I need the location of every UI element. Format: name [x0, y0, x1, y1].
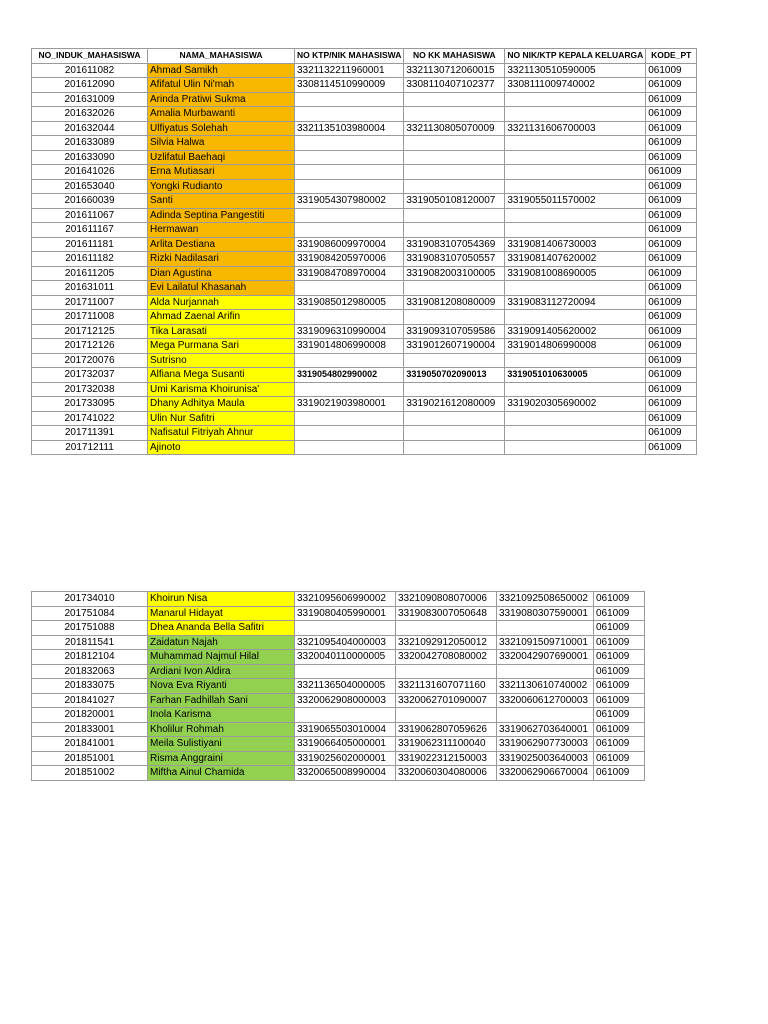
cell-nim[interactable]: 201611067 [32, 208, 148, 223]
cell-nama[interactable]: Yongki Rudianto [148, 179, 295, 194]
student-table-2 [31, 591, 645, 781]
cell-kode-pt[interactable]: 061009 [646, 194, 697, 209]
cell-kk[interactable]: 3321130712060015 [404, 63, 505, 78]
cell-nim[interactable]: 201711008 [32, 310, 148, 325]
header-nik-kk[interactable]: NO NIK/KTP KEPALA KELUARGA [505, 49, 646, 64]
cell-ktp[interactable] [295, 664, 396, 679]
cell-kode-pt[interactable]: 061009 [594, 592, 645, 607]
cell-kode-pt[interactable]: 061009 [646, 324, 697, 339]
cell-kode-pt[interactable]: 061009 [646, 165, 697, 180]
cell-kk[interactable]: 3308110407102377 [404, 78, 505, 93]
cell-nama[interactable]: Dhany Adhitya Maula [148, 397, 295, 412]
table-row [32, 766, 645, 781]
table-body-1 [32, 63, 697, 455]
cell-kk[interactable] [404, 223, 505, 238]
cell-ktp[interactable]: 3319084708970004 [295, 266, 404, 281]
cell-nim[interactable]: 201732037 [32, 368, 148, 383]
table-row [32, 136, 697, 151]
cell-kode-pt[interactable]: 061009 [646, 179, 697, 194]
cell-kk[interactable]: 3319093107059586 [404, 324, 505, 339]
cell-ktp[interactable]: 3321136504000005 [295, 679, 396, 694]
cell-kk[interactable]: 3319083007050648 [396, 606, 497, 621]
cell-nik-kk[interactable] [505, 411, 646, 426]
cell-nim[interactable]: 201751088 [32, 621, 148, 636]
table-row [32, 722, 645, 737]
table-row [32, 650, 645, 665]
table-row [32, 353, 697, 368]
cell-ktp[interactable] [295, 426, 404, 441]
cell-kode-pt[interactable]: 061009 [646, 281, 697, 296]
cell-nik-kk[interactable]: 3308111009740002 [505, 78, 646, 93]
table-row [32, 382, 697, 397]
cell-nama[interactable]: Alda Nurjannah [148, 295, 295, 310]
cell-kode-pt[interactable]: 061009 [646, 208, 697, 223]
table-row [32, 252, 697, 267]
cell-nim[interactable]: 201832063 [32, 664, 148, 679]
cell-nik-kk[interactable]: 3320062906670004 [497, 766, 594, 781]
cell-ktp[interactable]: 3319025602000001 [295, 751, 396, 766]
table-row [32, 121, 697, 136]
cell-nik-kk[interactable] [505, 165, 646, 180]
cell-ktp[interactable]: 3319085012980005 [295, 295, 404, 310]
cell-nim[interactable]: 201712111 [32, 440, 148, 455]
cell-nama[interactable]: Ahmad Samikh [148, 63, 295, 78]
cell-nama[interactable]: Santi [148, 194, 295, 209]
cell-ktp[interactable] [295, 136, 404, 151]
cell-nama[interactable]: Manarul Hidayat [148, 606, 295, 621]
table-row [32, 368, 697, 383]
cell-kode-pt[interactable]: 061009 [594, 635, 645, 650]
table-body-2 [32, 592, 645, 781]
cell-nama[interactable]: Arinda Pratiwi Sukma [148, 92, 295, 107]
cell-nik-kk[interactable]: 3319051010630005 [505, 368, 646, 383]
cell-kk[interactable]: 3319083107050557 [404, 252, 505, 267]
cell-nama[interactable]: Dhea Ananda Bella Safitri [148, 621, 295, 636]
cell-kode-pt[interactable]: 061009 [646, 397, 697, 412]
cell-nama[interactable]: Zaidatun Najah [148, 635, 295, 650]
cell-nim[interactable]: 201851001 [32, 751, 148, 766]
table-row [32, 339, 697, 354]
cell-kode-pt[interactable]: 061009 [646, 252, 697, 267]
cell-kk[interactable]: 3319081208080009 [404, 295, 505, 310]
cell-nik-kk[interactable]: 3319062703640001 [497, 722, 594, 737]
table-row [32, 708, 645, 723]
cell-nik-kk[interactable]: 3319081407620002 [505, 252, 646, 267]
cell-nim[interactable]: 201641026 [32, 165, 148, 180]
cell-kode-pt[interactable]: 061009 [594, 621, 645, 636]
table-row [32, 150, 697, 165]
cell-kk[interactable] [404, 353, 505, 368]
cell-ktp[interactable] [295, 621, 396, 636]
cell-kode-pt[interactable]: 061009 [646, 295, 697, 310]
cell-kk[interactable]: 3320062701090007 [396, 693, 497, 708]
cell-kode-pt[interactable]: 061009 [646, 136, 697, 151]
cell-ktp[interactable]: 3319096310990004 [295, 324, 404, 339]
cell-ktp[interactable]: 3320065008990004 [295, 766, 396, 781]
cell-nik-kk[interactable] [505, 310, 646, 325]
cell-kk[interactable] [404, 150, 505, 165]
cell-ktp[interactable]: 3320062908000003 [295, 693, 396, 708]
table-row [32, 592, 645, 607]
cell-kode-pt[interactable]: 061009 [646, 411, 697, 426]
cell-nim[interactable]: 201841027 [32, 693, 148, 708]
header-nama[interactable]: NAMA_MAHASISWA [148, 49, 295, 64]
header-kk[interactable]: NO KK MAHASISWA [404, 49, 505, 64]
cell-nik-kk[interactable]: 3321091509710001 [497, 635, 594, 650]
table-row [32, 426, 697, 441]
cell-kode-pt[interactable]: 061009 [594, 693, 645, 708]
cell-nim[interactable]: 201820001 [32, 708, 148, 723]
cell-nim[interactable]: 201611181 [32, 237, 148, 252]
header-row [32, 49, 697, 64]
cell-kk[interactable]: 3319082003100005 [404, 266, 505, 281]
cell-nim[interactable]: 201833001 [32, 722, 148, 737]
cell-nama[interactable]: Afifatul Ulin Ni'mah [148, 78, 295, 93]
cell-kode-pt[interactable]: 061009 [646, 223, 697, 238]
cell-nama[interactable]: Sutrisno [148, 353, 295, 368]
cell-nik-kk[interactable]: 3319091405620002 [505, 324, 646, 339]
header-nim[interactable]: NO_INDUK_MAHASISWA [32, 49, 148, 64]
cell-ktp[interactable]: 3319054802990002 [295, 368, 404, 383]
cell-kk[interactable]: 3320042708080002 [396, 650, 497, 665]
cell-kode-pt[interactable]: 061009 [646, 92, 697, 107]
cell-nama[interactable]: Risma Anggraini [148, 751, 295, 766]
table-row [32, 751, 645, 766]
cell-nik-kk[interactable]: 3321130510590005 [505, 63, 646, 78]
cell-nama[interactable]: Ajinoto [148, 440, 295, 455]
cell-ktp[interactable]: 3321095606990002 [295, 592, 396, 607]
cell-ktp[interactable]: 3320040110000005 [295, 650, 396, 665]
cell-nim[interactable]: 201611205 [32, 266, 148, 281]
cell-kk[interactable] [404, 165, 505, 180]
cell-kode-pt[interactable]: 061009 [594, 766, 645, 781]
cell-nik-kk[interactable]: 3319014806990008 [505, 339, 646, 354]
cell-nik-kk[interactable] [505, 426, 646, 441]
cell-kode-pt[interactable]: 061009 [594, 679, 645, 694]
cell-kode-pt[interactable]: 061009 [594, 650, 645, 665]
cell-nik-kk[interactable] [505, 223, 646, 238]
cell-kode-pt[interactable]: 061009 [646, 440, 697, 455]
table-row [32, 693, 645, 708]
table-row [32, 179, 697, 194]
cell-kode-pt[interactable]: 061009 [594, 708, 645, 723]
cell-kode-pt[interactable]: 061009 [646, 121, 697, 136]
cell-nim[interactable]: 201851002 [32, 766, 148, 781]
cell-ktp[interactable] [295, 310, 404, 325]
cell-kk[interactable]: 3320060304080006 [396, 766, 497, 781]
cell-kode-pt[interactable]: 061009 [594, 737, 645, 752]
cell-kk[interactable] [404, 179, 505, 194]
cell-kk[interactable] [404, 426, 505, 441]
cell-nim[interactable]: 201632026 [32, 107, 148, 122]
cell-kk[interactable] [404, 208, 505, 223]
table-row [32, 635, 645, 650]
table-row [32, 324, 697, 339]
table-row [32, 606, 645, 621]
cell-kk[interactable] [404, 92, 505, 107]
cell-kk[interactable]: 3319012607190004 [404, 339, 505, 354]
cell-nim[interactable]: 201733095 [32, 397, 148, 412]
cell-ktp[interactable] [295, 150, 404, 165]
cell-kk[interactable]: 3319050702090013 [404, 368, 505, 383]
cell-kode-pt[interactable]: 061009 [646, 107, 697, 122]
cell-nik-kk[interactable] [505, 179, 646, 194]
table-row [32, 208, 697, 223]
cell-nik-kk[interactable]: 3320060612700003 [497, 693, 594, 708]
cell-nik-kk[interactable]: 3319083112720094 [505, 295, 646, 310]
cell-kk[interactable]: 3321131607071160 [396, 679, 497, 694]
cell-kk[interactable]: 3319021612080009 [404, 397, 505, 412]
cell-nim[interactable]: 201734010 [32, 592, 148, 607]
cell-nik-kk[interactable] [497, 708, 594, 723]
cell-nama[interactable]: Silvia Halwa [148, 136, 295, 151]
cell-nik-kk[interactable]: 3319055011570002 [505, 194, 646, 209]
cell-ktp[interactable] [295, 708, 396, 723]
cell-nama[interactable]: Ulin Nur Safitri [148, 411, 295, 426]
cell-kk[interactable] [396, 708, 497, 723]
cell-ktp[interactable] [295, 208, 404, 223]
cell-nama[interactable]: Ardiani Ivon Aldira [148, 664, 295, 679]
table-row [32, 621, 645, 636]
cell-nama[interactable]: Mega Purmana Sari [148, 339, 295, 354]
cell-nim[interactable]: 201633089 [32, 136, 148, 151]
cell-nama[interactable]: Ulfiyatus Solehah [148, 121, 295, 136]
cell-nik-kk[interactable] [505, 281, 646, 296]
cell-nama[interactable]: Hermawan [148, 223, 295, 238]
student-table-1 [31, 48, 697, 455]
cell-nim[interactable]: 201711007 [32, 295, 148, 310]
table-row [32, 223, 697, 238]
cell-nim[interactable]: 201833075 [32, 679, 148, 694]
cell-nim[interactable]: 201631011 [32, 281, 148, 296]
table-row [32, 63, 697, 78]
cell-ktp[interactable] [295, 281, 404, 296]
cell-kode-pt[interactable]: 061009 [646, 63, 697, 78]
cell-kk[interactable] [404, 107, 505, 122]
cell-ktp[interactable] [295, 107, 404, 122]
cell-nama[interactable]: Evi Lailatul Khasanah [148, 281, 295, 296]
cell-nik-kk[interactable]: 3321092508650002 [497, 592, 594, 607]
header-kode-pt[interactable]: KODE_PT [646, 49, 697, 64]
table-row [32, 107, 697, 122]
cell-ktp[interactable]: 3321095404000003 [295, 635, 396, 650]
cell-nim[interactable]: 201660039 [32, 194, 148, 209]
cell-nama[interactable]: Farhan Fadhillah Sani [148, 693, 295, 708]
cell-nama[interactable]: Inola Karisma [148, 708, 295, 723]
cell-nama[interactable]: Kholilur Rohmah [148, 722, 295, 737]
header-ktp[interactable]: NO KTP/NIK MAHASISWA [295, 49, 404, 64]
cell-nama[interactable]: Nafisatul Fitriyah Ahnur [148, 426, 295, 441]
cell-ktp[interactable]: 3319066405000001 [295, 737, 396, 752]
cell-nik-kk[interactable] [497, 664, 594, 679]
table-row [32, 295, 697, 310]
cell-kode-pt[interactable]: 061009 [646, 78, 697, 93]
cell-ktp[interactable]: 3319054307980002 [295, 194, 404, 209]
cell-kk[interactable]: 3319062311100040 [396, 737, 497, 752]
cell-nik-kk[interactable] [505, 382, 646, 397]
cell-kode-pt[interactable]: 061009 [594, 606, 645, 621]
cell-ktp[interactable] [295, 440, 404, 455]
cell-ktp[interactable]: 3319021903980001 [295, 397, 404, 412]
table-row [32, 737, 645, 752]
cell-kode-pt[interactable]: 061009 [646, 150, 697, 165]
cell-kode-pt[interactable]: 061009 [646, 237, 697, 252]
cell-kk[interactable] [404, 136, 505, 151]
table-row [32, 92, 697, 107]
cell-nik-kk[interactable] [505, 150, 646, 165]
cell-ktp[interactable] [295, 165, 404, 180]
cell-kk[interactable] [396, 664, 497, 679]
cell-kk[interactable]: 3321130805070009 [404, 121, 505, 136]
cell-nama[interactable]: Meila Sulistiyani [148, 737, 295, 752]
cell-nim[interactable]: 201631009 [32, 92, 148, 107]
table-row [32, 237, 697, 252]
cell-nama[interactable]: Alfiana Mega Susanti [148, 368, 295, 383]
cell-ktp[interactable] [295, 223, 404, 238]
cell-kk[interactable]: 3321090808070006 [396, 592, 497, 607]
cell-nik-kk[interactable]: 3321130610740002 [497, 679, 594, 694]
cell-nim[interactable]: 201841001 [32, 737, 148, 752]
table-row [32, 397, 697, 412]
cell-nim[interactable]: 201720076 [32, 353, 148, 368]
cell-nama[interactable]: Ahmad Zaenal Arifin [148, 310, 295, 325]
cell-nim[interactable]: 201812104 [32, 650, 148, 665]
cell-nim[interactable]: 201751084 [32, 606, 148, 621]
cell-kk[interactable]: 3319083107054369 [404, 237, 505, 252]
table-row [32, 266, 697, 281]
cell-ktp[interactable]: 3319065503010004 [295, 722, 396, 737]
cell-ktp[interactable]: 3321135103980004 [295, 121, 404, 136]
cell-nik-kk[interactable] [505, 353, 646, 368]
cell-nama[interactable]: Khoirun Nisa [148, 592, 295, 607]
cell-nim[interactable]: 201632044 [32, 121, 148, 136]
cell-kode-pt[interactable]: 061009 [594, 751, 645, 766]
cell-nim[interactable]: 201611082 [32, 63, 148, 78]
cell-ktp[interactable]: 3308114510990009 [295, 78, 404, 93]
cell-nik-kk[interactable]: 3319025003640003 [497, 751, 594, 766]
cell-kk[interactable] [404, 382, 505, 397]
cell-ktp[interactable]: 3319084205970006 [295, 252, 404, 267]
cell-ktp[interactable]: 3319080405990001 [295, 606, 396, 621]
cell-kk[interactable]: 3319062807059626 [396, 722, 497, 737]
cell-nama[interactable]: Amalia Murbawanti [148, 107, 295, 122]
cell-nama[interactable]: Rizki Nadilasari [148, 252, 295, 267]
cell-kode-pt[interactable]: 061009 [646, 368, 697, 383]
cell-nim[interactable]: 201633090 [32, 150, 148, 165]
cell-nim[interactable]: 201611167 [32, 223, 148, 238]
cell-nim[interactable]: 201653040 [32, 179, 148, 194]
cell-kk[interactable]: 3319022312150003 [396, 751, 497, 766]
cell-nik-kk[interactable] [497, 621, 594, 636]
cell-nama[interactable]: Uzlifatul Baehaqi [148, 150, 295, 165]
cell-ktp[interactable] [295, 353, 404, 368]
cell-kk[interactable] [404, 411, 505, 426]
cell-kode-pt[interactable]: 061009 [646, 426, 697, 441]
cell-nim[interactable]: 201741022 [32, 411, 148, 426]
cell-kk[interactable] [396, 621, 497, 636]
cell-nik-kk[interactable]: 3319080307590001 [497, 606, 594, 621]
cell-nama[interactable]: Dian Agustina [148, 266, 295, 281]
cell-nik-kk[interactable]: 3319062907730003 [497, 737, 594, 752]
cell-nim[interactable]: 201712125 [32, 324, 148, 339]
cell-nim[interactable]: 201711391 [32, 426, 148, 441]
cell-nim[interactable]: 201612090 [32, 78, 148, 93]
cell-nama[interactable]: Adinda Septina Pangestiti [148, 208, 295, 223]
table-row [32, 411, 697, 426]
cell-nik-kk[interactable]: 3320042907690001 [497, 650, 594, 665]
cell-nama[interactable]: Nova Eva Riyanti [148, 679, 295, 694]
cell-nama[interactable]: Tika Larasati [148, 324, 295, 339]
cell-nik-kk[interactable]: 3319081008690005 [505, 266, 646, 281]
cell-kk[interactable]: 3319050108120007 [404, 194, 505, 209]
cell-kode-pt[interactable]: 061009 [594, 722, 645, 737]
cell-nik-kk[interactable] [505, 440, 646, 455]
cell-ktp[interactable] [295, 92, 404, 107]
cell-nik-kk[interactable] [505, 136, 646, 151]
cell-kode-pt[interactable]: 061009 [646, 310, 697, 325]
cell-kode-pt[interactable]: 061009 [646, 339, 697, 354]
cell-ktp[interactable]: 3319014806990008 [295, 339, 404, 354]
cell-nik-kk[interactable] [505, 107, 646, 122]
table-row [32, 165, 697, 180]
cell-ktp[interactable] [295, 179, 404, 194]
table-row [32, 679, 645, 694]
cell-nik-kk[interactable]: 3319081406730003 [505, 237, 646, 252]
cell-nik-kk[interactable] [505, 92, 646, 107]
cell-nama[interactable]: Umi Karisma Khoirunisa' [148, 382, 295, 397]
table-row [32, 78, 697, 93]
table-row [32, 281, 697, 296]
cell-kode-pt[interactable]: 061009 [646, 353, 697, 368]
cell-nama[interactable]: Muhammad Najmul Hilal [148, 650, 295, 665]
table-row [32, 310, 697, 325]
cell-nim[interactable]: 201732038 [32, 382, 148, 397]
cell-nik-kk[interactable] [505, 208, 646, 223]
cell-kode-pt[interactable]: 061009 [646, 382, 697, 397]
cell-kk[interactable]: 3321092912050012 [396, 635, 497, 650]
cell-nama[interactable]: Miftha Ainul Chamida [148, 766, 295, 781]
cell-nik-kk[interactable]: 3319020305690002 [505, 397, 646, 412]
cell-kk[interactable] [404, 281, 505, 296]
cell-ktp[interactable] [295, 382, 404, 397]
cell-kode-pt[interactable]: 061009 [594, 664, 645, 679]
cell-nama[interactable]: Arlita Destiana [148, 237, 295, 252]
cell-nim[interactable]: 201712126 [32, 339, 148, 354]
cell-nik-kk[interactable]: 3321131606700003 [505, 121, 646, 136]
table-row [32, 440, 697, 455]
cell-kk[interactable] [404, 440, 505, 455]
cell-ktp[interactable] [295, 411, 404, 426]
table-row [32, 664, 645, 679]
cell-nim[interactable]: 201811541 [32, 635, 148, 650]
cell-kk[interactable] [404, 310, 505, 325]
cell-ktp[interactable]: 3321132211960001 [295, 63, 404, 78]
cell-nama[interactable]: Erna Mutiasari [148, 165, 295, 180]
cell-ktp[interactable]: 3319086009970004 [295, 237, 404, 252]
cell-kode-pt[interactable]: 061009 [646, 266, 697, 281]
cell-nim[interactable]: 201611182 [32, 252, 148, 267]
table-row [32, 194, 697, 209]
